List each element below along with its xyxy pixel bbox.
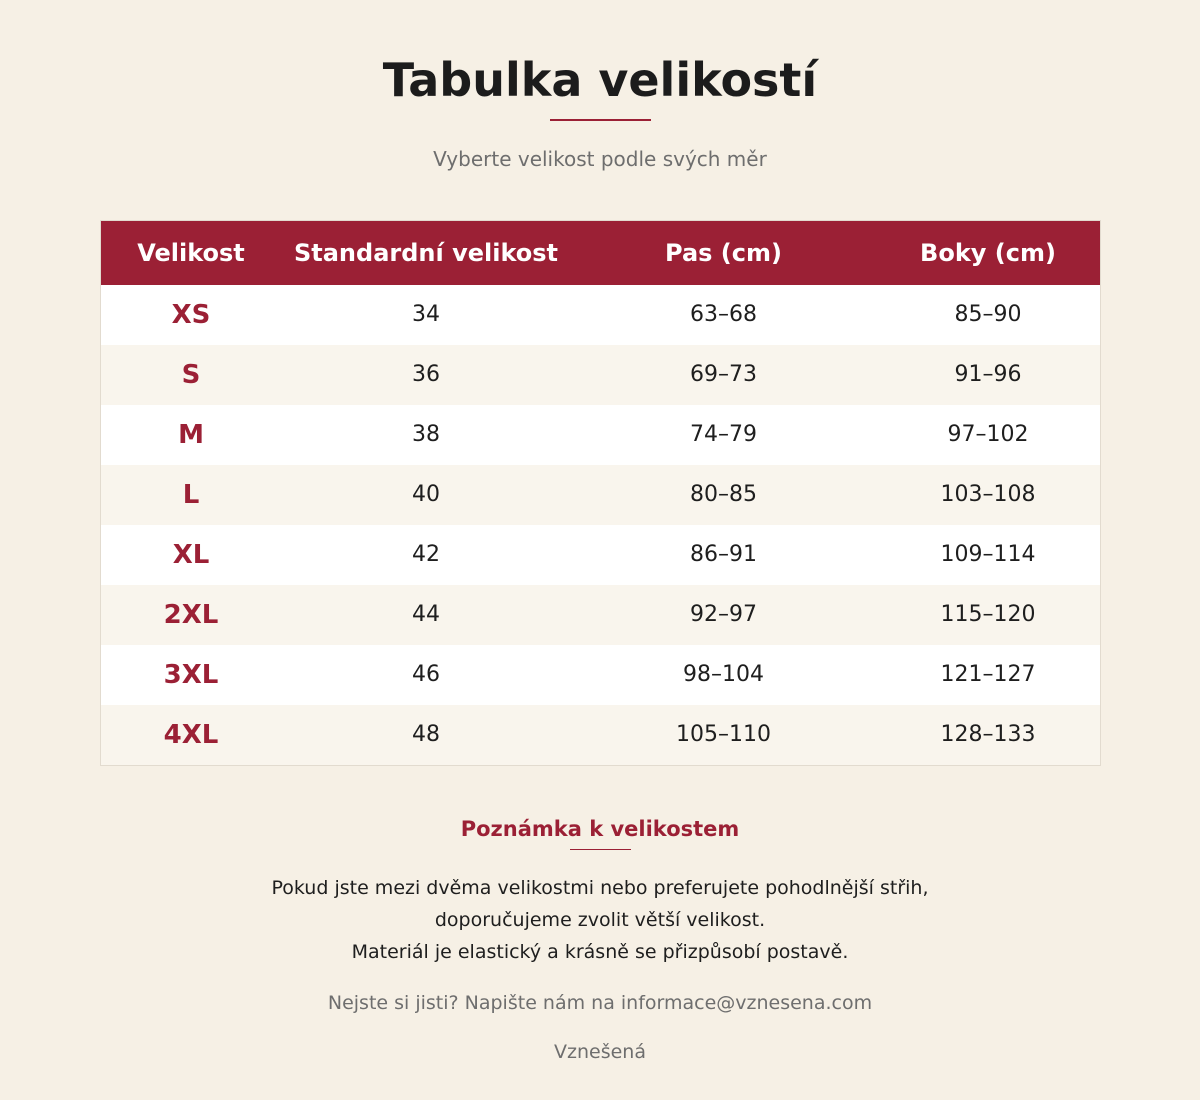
page-subtitle: Vyberte velikost podle svých měr (433, 147, 767, 171)
size-code-cell: XS (171, 300, 211, 330)
hips-cell: 121–127 (940, 662, 1036, 687)
size-code-cell: M (178, 420, 204, 450)
standard-size-cell: 48 (412, 722, 440, 747)
column-header-size: Velikost (137, 239, 245, 267)
table-row (101, 585, 1100, 645)
note-body (0, 872, 1200, 968)
standard-size-cell: 36 (412, 362, 440, 387)
table-row (101, 345, 1100, 405)
size-code-cell: XL (172, 540, 210, 570)
standard-size-cell: 34 (412, 302, 440, 327)
hips-cell: 103–108 (940, 482, 1036, 507)
standard-size-cell: 46 (412, 662, 440, 687)
waist-cell: 92–97 (690, 602, 757, 627)
standard-size-cell: 38 (412, 422, 440, 447)
size-table-header (101, 221, 1100, 285)
note-divider (570, 849, 631, 850)
title-divider (550, 119, 651, 121)
hips-cell: 115–120 (940, 602, 1036, 627)
waist-cell: 105–110 (676, 722, 771, 747)
table-row (101, 285, 1100, 345)
waist-cell: 80–85 (690, 482, 757, 507)
hips-cell: 97–102 (947, 422, 1029, 447)
column-header-hips: Boky (cm) (920, 239, 1056, 267)
note-line: doporučujeme zvolit větší velikost. (434, 909, 766, 931)
waist-cell: 63–68 (690, 302, 757, 327)
waist-cell: 98–104 (683, 662, 764, 687)
note-line: Pokud jste mezi dvěma velikostmi nebo preferujete pohodlnější střih, (271, 877, 929, 899)
standard-size-cell: 40 (412, 482, 440, 507)
size-code-cell: 3XL (163, 660, 219, 690)
standard-size-cell: 42 (412, 542, 440, 567)
size-table-container (100, 220, 1101, 766)
table-row (101, 525, 1100, 585)
column-header-waist: Pas (cm) (665, 239, 782, 267)
column-header-standard-size: Standardní velikost (293, 239, 559, 267)
waist-cell: 74–79 (690, 422, 757, 447)
table-row (101, 465, 1100, 525)
table-row (101, 705, 1100, 765)
size-code-cell: L (182, 480, 200, 510)
hips-cell: 128–133 (940, 722, 1036, 747)
size-code-cell: 2XL (163, 600, 219, 630)
hips-cell: 109–114 (940, 542, 1036, 567)
waist-cell: 69–73 (690, 362, 757, 387)
size-code-cell: S (181, 360, 201, 390)
note-title: Poznámka k velikostem (460, 817, 740, 841)
table-row (101, 405, 1100, 465)
header-row (101, 221, 1100, 285)
table-row (101, 645, 1100, 705)
brand-name: Vznešená (554, 1041, 646, 1063)
note-line: Materiál je elastický a krásně se přizpůsobí postavě. (351, 941, 849, 963)
size-table-body (101, 285, 1100, 765)
size-table (101, 221, 1100, 765)
standard-size-cell: 44 (412, 602, 440, 627)
page-title: Tabulka velikostí (382, 53, 818, 107)
contact-line: Nejste si jisti? Napište nám na informace@vznesena.com (327, 992, 873, 1014)
hips-cell: 91–96 (954, 362, 1022, 387)
hips-cell: 85–90 (954, 302, 1022, 327)
waist-cell: 86–91 (690, 542, 757, 567)
size-code-cell: 4XL (163, 720, 219, 750)
